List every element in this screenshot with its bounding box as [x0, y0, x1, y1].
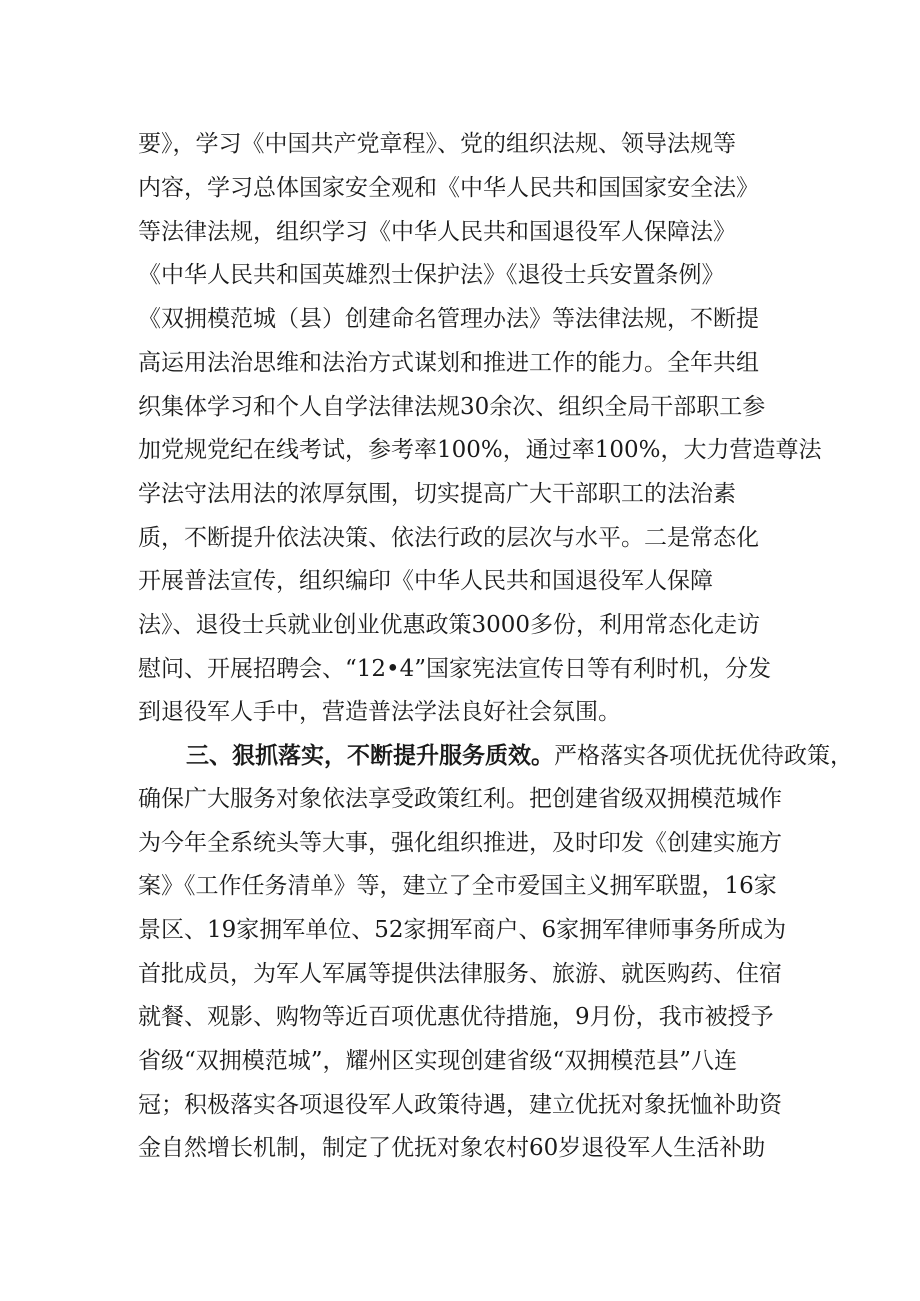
text-line: 为今年全系统头等大事，强化组织推进，及时印发《创建实施方: [138, 830, 782, 856]
text-line: 到退役军人手中，营造普法学法良好社会氛围。: [138, 699, 621, 725]
text-line: 开展普法宣传，组织编印《中华人民共和国退役军人保障: [138, 568, 713, 594]
text-line: 慰问、开展招聘会、“12•4”国家宪法宣传日等有利时机，分发: [138, 656, 771, 682]
text-line: 要》，学习《中国共产党章程》、党的组织法规、领导法规等: [138, 131, 736, 157]
text-line: 案》《工作任务清单》等，建立了全市爱国主义拥军联盟，16家: [138, 873, 777, 899]
section3-first-line: [186, 741, 853, 771]
text-line: 高运用法治思维和法治方式谋划和推进工作的能力。全年共组: [138, 350, 759, 376]
section-text: 严格落实各项优抚优待政策，: [554, 743, 853, 769]
text-line: 确保广大服务对象依法享受政策红利。把创建省级双拥模范城作: [138, 786, 782, 812]
text-line: 内容，学习总体国家安全观和《中华人民共和国国家安全法》: [138, 175, 759, 201]
text-line: 就餐、观影、购物等近百项优惠优待措施，9月份，我市被授予: [138, 1004, 774, 1030]
text-line: 法》、退役士兵就业创业优惠政策3000多份，利用常态化走访: [138, 612, 761, 638]
text-line: 《中华人民共和国英雄烈士保护法》《退役士兵安置条例》: [138, 262, 725, 288]
text-line: 首批成员，为军人军属等提供法律服务、旅游、就医购药、住宿: [138, 961, 782, 987]
text-line: 质，不断提升依法决策、依法行政的层次与水平。二是常态化: [138, 525, 759, 551]
text-line: 织集体学习和个人自学法律法规30余次、组织全局干部职工参: [138, 394, 766, 420]
text-line: 加党规党纪在线考试，参考率100%，通过率100%，大力营造尊法: [138, 437, 822, 463]
text-line: 等法律法规，组织学习《中华人民共和国退役军人保障法》: [138, 219, 736, 245]
text-line: 《双拥模范城（县）创建命名管理办法》等法律法规，不断提: [138, 306, 759, 332]
text-line: 金自然增长机制，制定了优抚对象农村60岁退役军人生活补助: [138, 1135, 766, 1161]
text-line: 冠；积极落实各项退役军人政策待遇，建立优抚对象抚恤补助资: [138, 1092, 782, 1118]
text-line: 学法守法用法的浓厚氛围，切实提高广大干部职工的法治素: [138, 481, 736, 507]
text-line: 省级“双拥模范城”，耀州区实现创建省级“双拥模范县”八连: [138, 1048, 738, 1074]
text-line: 景区、19家拥军单位、52家拥军商户、6家拥军律师事务所成为: [138, 917, 787, 943]
section-heading: 三、狠抓落实，不断提升服务质效。: [186, 743, 554, 769]
